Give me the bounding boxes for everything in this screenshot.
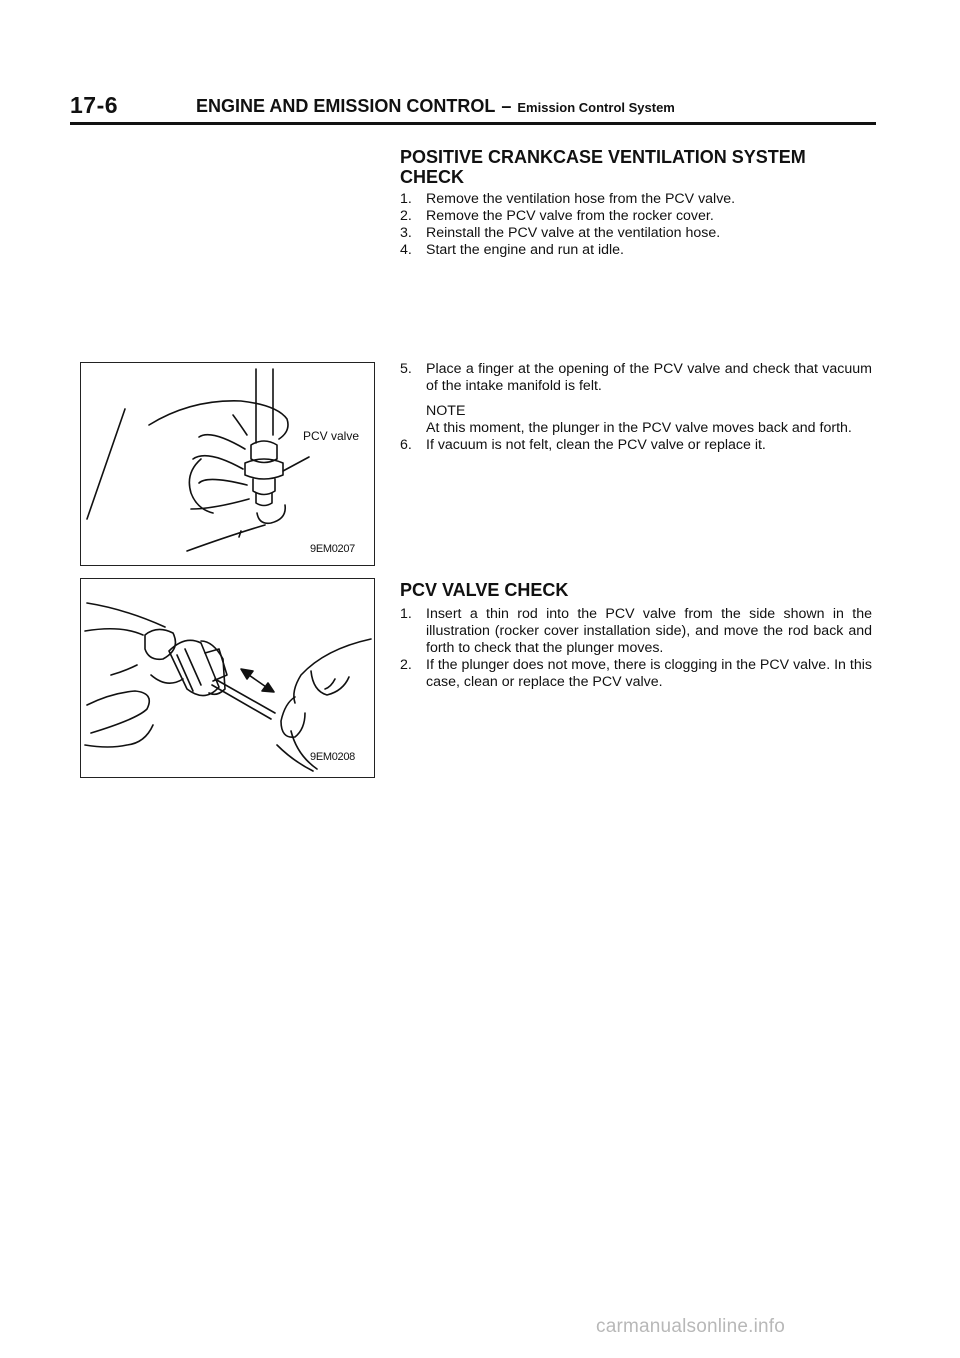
section-title-line-2: CHECK (400, 167, 465, 187)
step-number: 2. (400, 657, 412, 673)
step-number: 5. (400, 361, 412, 377)
step-number: 4. (400, 242, 412, 258)
figure-code: 9EM0207 (310, 543, 355, 555)
step-number: 2. (400, 208, 412, 224)
page-header (70, 92, 878, 118)
step-number: 1. (400, 191, 412, 207)
figure-code: 9EM0208 (310, 751, 355, 763)
section-name: Emission Control System (517, 100, 675, 115)
section-title-line-1: POSITIVE CRANKCASE VENTILATION SYSTEM (400, 147, 806, 167)
list-item (400, 657, 872, 691)
figure-pcv-valve-finger (80, 362, 375, 566)
step-text: If the plunger does not move, there is clogging in the PCV valve. In this case, clean or replace the PCV valve. (426, 657, 872, 690)
pcv-system-steps-1-4 (400, 191, 872, 259)
figure-pcv-valve-rod (80, 578, 375, 778)
list-item (400, 191, 872, 208)
section-title-pcv-valve-check: PCV VALVE CHECK (400, 580, 569, 600)
note-text: At this moment, the plunger in the PCV valve moves back and forth. (426, 420, 852, 436)
step-text: If vacuum is not felt, clean the PCV valve or replace it. (426, 437, 766, 453)
step-number: 6. (400, 437, 412, 453)
note-heading: NOTE (426, 403, 466, 419)
step-text: Remove the PCV valve from the rocker cover. (426, 208, 714, 224)
chapter-title (196, 96, 675, 117)
list-item (400, 606, 872, 657)
section-title-pcv-system (400, 147, 870, 187)
list-item (400, 437, 872, 454)
step-text: Insert a thin rod into the PCV valve from the side shown in the illustration (rocker cover installation side), and move the rod back and forth to check that the plunger moves. (426, 606, 872, 656)
step-text: Place a finger at the opening of the PCV valve and check that vacuum of the intake manifold is felt. (426, 361, 872, 394)
step-text: Remove the ventilation hose from the PCV valve. (426, 191, 736, 207)
figure-pcv-valve-rod-illustration (81, 579, 374, 777)
step-number: 1. (400, 606, 412, 622)
list-item (400, 208, 872, 225)
header-rule (70, 122, 876, 125)
step-number: 3. (400, 225, 412, 241)
page-number: 17-6 (70, 92, 119, 118)
figure-pcv-valve-finger-illustration (81, 363, 374, 565)
step-text: Reinstall the PCV valve at the ventilation hose. (426, 225, 721, 241)
chapter-name: ENGINE AND EMISSION CONTROL (196, 96, 496, 116)
step-text: Start the engine and run at idle. (426, 242, 624, 258)
header-separator: – (501, 96, 512, 116)
list-item (400, 242, 872, 259)
list-item (400, 361, 872, 395)
pcv-valve-check-steps (400, 606, 872, 691)
list-item (400, 225, 872, 242)
figure-label-pcv-valve: PCV valve (303, 429, 360, 443)
pcv-system-steps-5-6 (400, 361, 872, 454)
watermark: carmanualsonline.info (596, 1316, 786, 1337)
